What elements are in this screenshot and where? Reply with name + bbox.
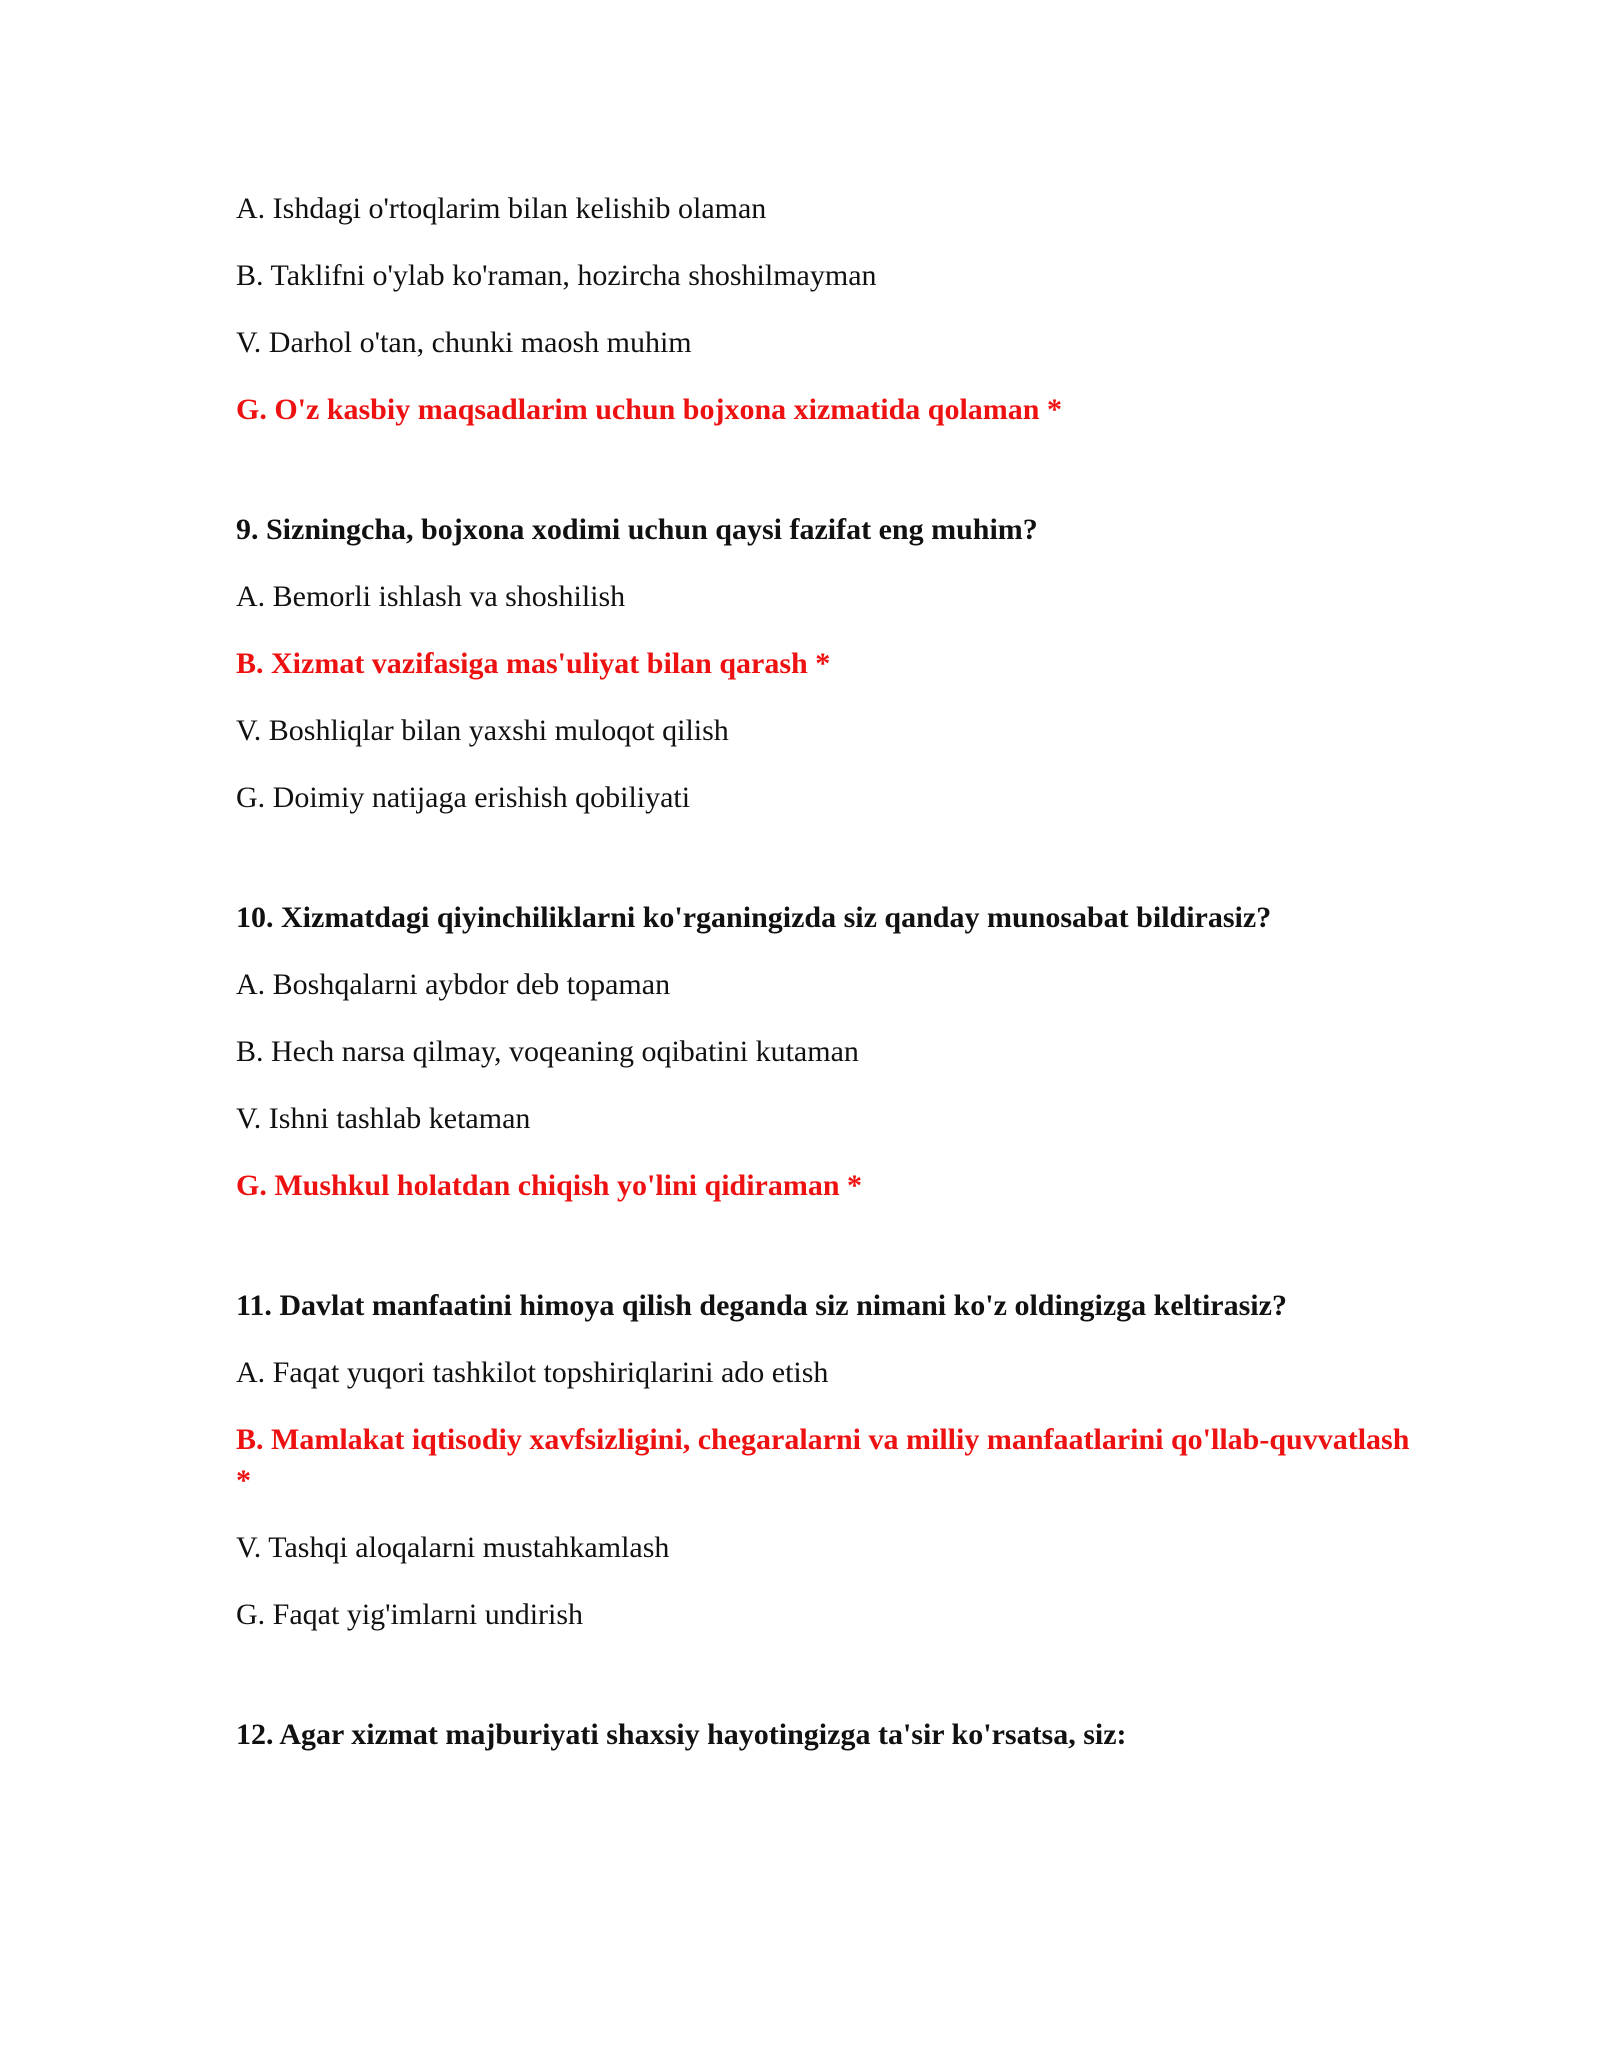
option-10-g-correct: G. Mushkul holatdan chiqish yo'lini qidiraman * [236, 1169, 863, 1202]
option-11-a: A. Faqat yuqori tashkilot topshiriqlarini ado etish [236, 1356, 829, 1389]
option-8-g-correct: G. O'z kasbiy maqsadlarim uchun bojxona xizmatida qolaman * [236, 393, 1062, 426]
option-11-b-correct: B. Mamlakat iqtisodiy xavfsizligini, chegaralarni va milliy manfaatlarini qo'llab-quvvatlash * [236, 1423, 1410, 1497]
question-8-continuation [236, 188, 1416, 430]
question-title: 12. Agar xizmat majburiyati shaxsiy hayotingizga ta'sir ko'rsatsa, siz: [236, 1718, 1127, 1751]
option-11-v: V. Tashqi aloqalarni mustahkamlash [236, 1531, 670, 1564]
question-title: 9. Sizningcha, bojxona xodimi uchun qaysi fazifat eng muhim? [236, 513, 1038, 546]
option-10-v: V. Ishni tashlab ketaman [236, 1102, 531, 1135]
question-10 [236, 897, 1416, 1206]
document-page [236, 180, 1416, 1781]
option-10-b: B. Hech narsa qilmay, voqeaning oqibatini kutaman [236, 1035, 859, 1068]
question-title: 10. Xizmatdagi qiyinchiliklarni ko'rganingizda siz qanday munosabat bildirasiz? [236, 901, 1272, 934]
option-10-a: A. Boshqalarni aybdor deb topaman [236, 968, 671, 1001]
question-11 [236, 1285, 1416, 1635]
option-11-g: G. Faqat yig'imlarni undirish [236, 1598, 584, 1631]
question-12 [236, 1714, 1416, 1755]
question-title: 11. Davlat manfaatini himoya qilish deganda siz nimani ko'z oldingizga keltirasiz? [236, 1289, 1287, 1322]
option-8-b: B. Taklifni o'ylab ko'raman, hozircha shoshilmayman [236, 259, 877, 292]
option-8-a: A. Ishdagi o'rtoqlarim bilan kelishib olaman [236, 192, 767, 225]
option-9-a: A. Bemorli ishlash va shoshilish [236, 580, 626, 613]
option-9-v: V. Boshliqlar bilan yaxshi muloqot qilish [236, 714, 729, 747]
option-8-v: V. Darhol o'tan, chunki maosh muhim [236, 326, 692, 359]
option-9-g: G. Doimiy natijaga erishish qobiliyati [236, 781, 691, 814]
question-9 [236, 509, 1416, 818]
option-9-b-correct: B. Xizmat vazifasiga mas'uliyat bilan qarash * [236, 647, 831, 680]
